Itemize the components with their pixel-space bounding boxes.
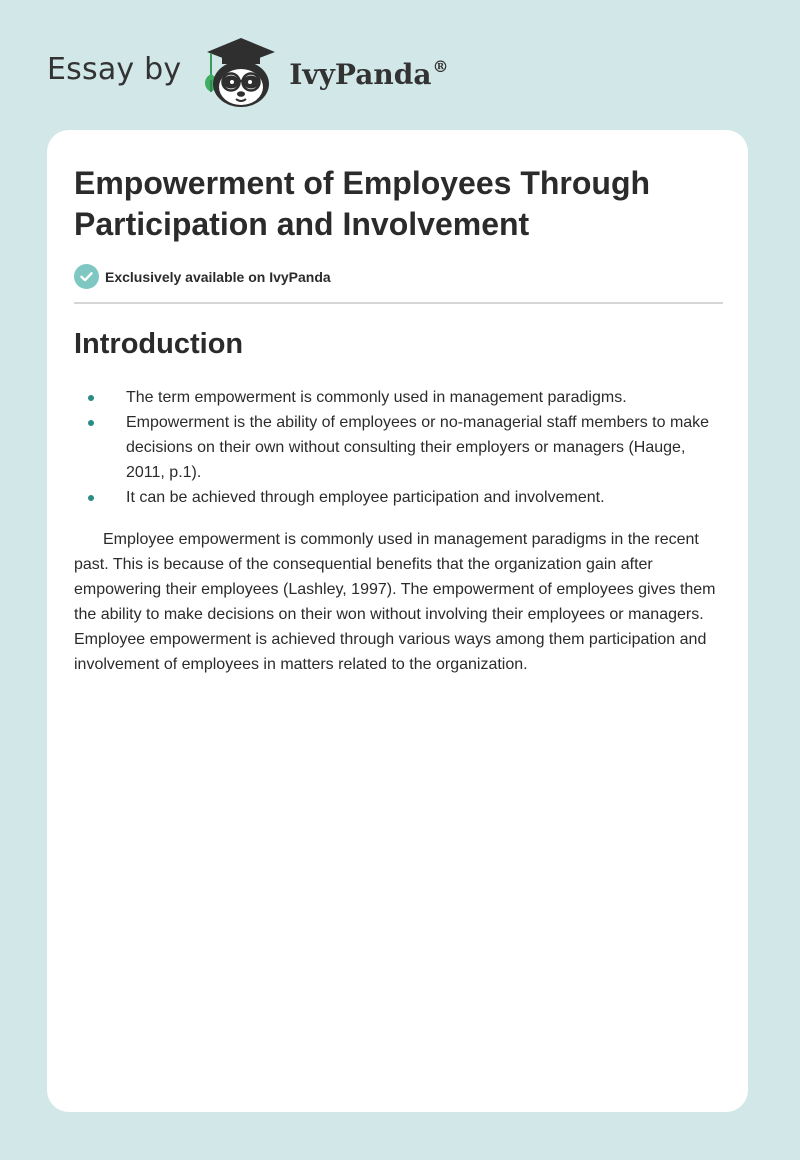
exclusive-badge — [74, 264, 331, 289]
bullet-list — [74, 385, 714, 510]
brand-text: IvyPanda — [289, 57, 432, 91]
essay-card — [47, 130, 748, 1112]
list-item — [74, 385, 714, 410]
section-heading: Introduction — [74, 328, 244, 360]
divider — [74, 302, 723, 304]
bullet-dot-icon — [88, 395, 94, 401]
bullet-dot-icon — [88, 495, 94, 501]
list-item — [74, 485, 714, 510]
exclusive-badge-text: Exclusively available on IvyPanda — [105, 268, 331, 285]
registered-mark: ® — [432, 56, 449, 76]
brand-name[interactable] — [289, 58, 448, 91]
body-paragraph: Employee empowerment is commonly used in management paradigms in the recent past. This is because of the consequential benefits that the organization gain after empowering their employees (Lashley, 1997). The empowerment of employees gives them the ability to make decisions on their won without involving their employees or managers. Employee empowerment is achieved through various ways among them participation and involvement of employees in matters related to the organization. — [74, 531, 716, 673]
bullet-dot-icon — [88, 420, 94, 426]
essay-by-label: Essay by — [47, 51, 182, 87]
check-circle-icon — [74, 264, 99, 289]
panda-graduate-logo-icon[interactable] — [195, 34, 287, 110]
site-header — [47, 34, 448, 110]
page-title: Empowerment of Employees Through Participation and Involvement — [74, 165, 651, 242]
list-item-text: The term empowerment is commonly used in management paradigms. — [126, 389, 627, 406]
list-item-text: It can be achieved through employee participation and involvement. — [126, 489, 605, 506]
list-item — [74, 410, 714, 485]
list-item-text: Empowerment is the ability of employees or no-managerial staff members to make decisions on their own without consulting their employers or managers (Hauge, 2011, p.1). — [126, 414, 710, 481]
